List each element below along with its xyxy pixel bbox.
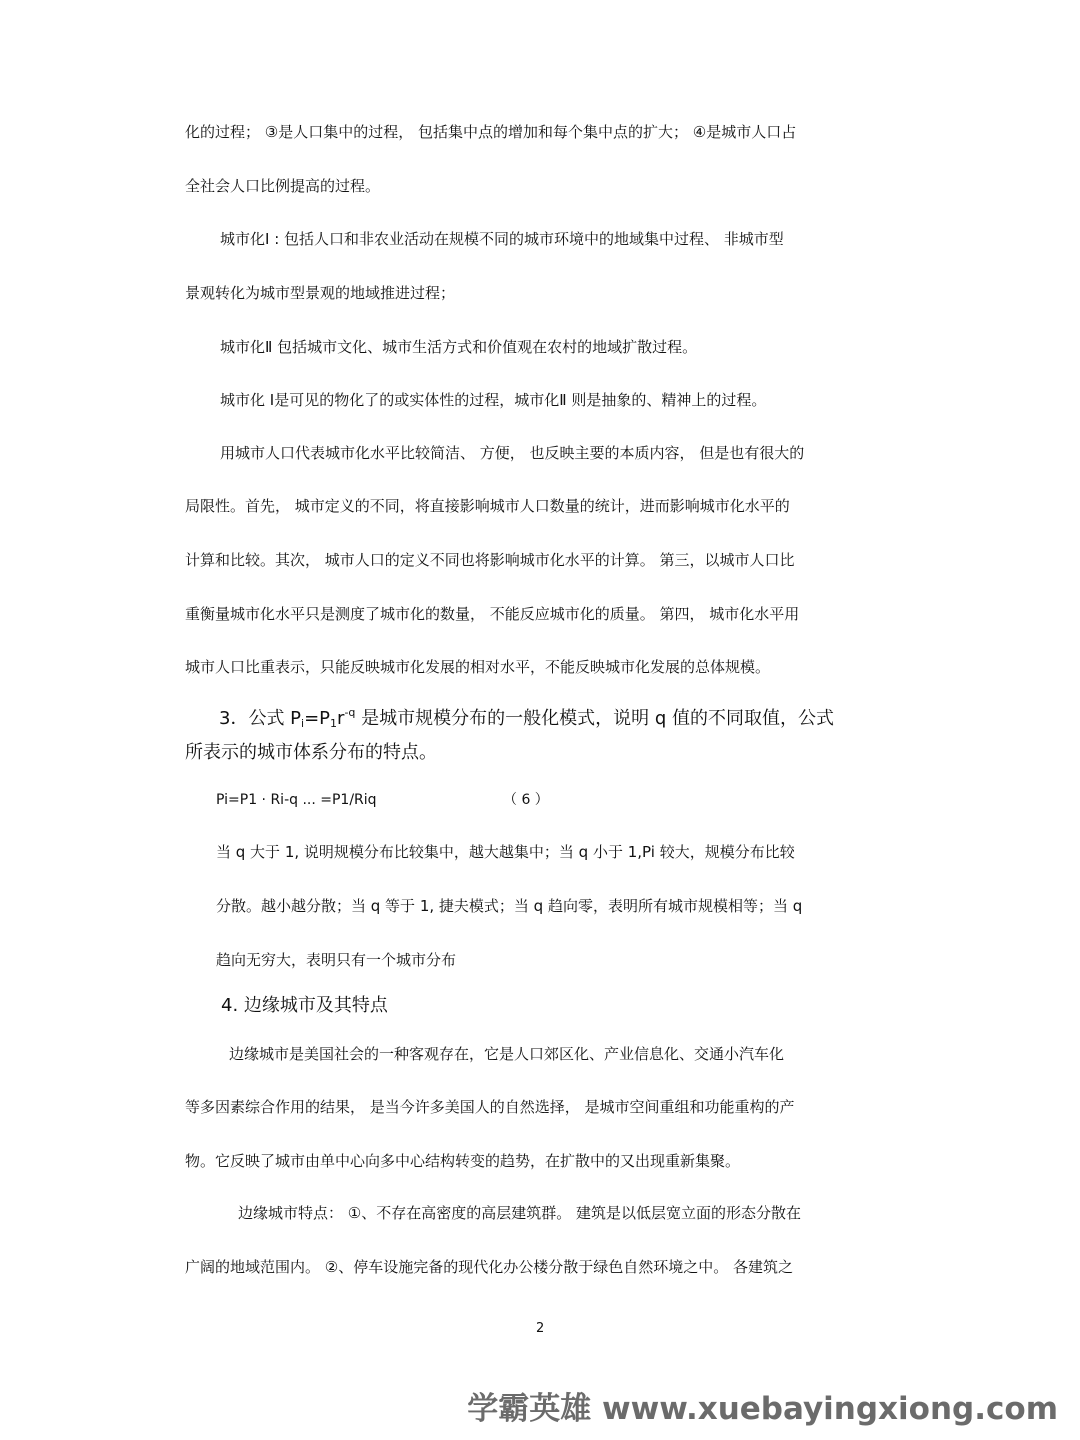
- text-line-6: 城市化 Ⅰ是可见的物化了的或实体性的过程，城市化Ⅱ 则是抽象的、精神上的过程。: [220, 391, 767, 409]
- text-line-9: 计算和比较。其次， 城市人口的定义不同也将影响城市化水平的计算。 第三，以城市人口比: [185, 551, 795, 569]
- text-line-3: 城市化Ⅰ : 包括人口和非农业活动在规模不同的城市环境中的地域集中过程、 非城市型: [220, 230, 784, 248]
- question-3-r: r: [337, 708, 345, 729]
- subscript-1: 1: [330, 717, 338, 730]
- question-3-lead: 3．公式 P: [219, 708, 302, 729]
- question-3-eq: =P: [304, 708, 331, 729]
- formula-number: （ 6 ）: [503, 792, 549, 808]
- question-3-line-2: 所表示的城市体系分布的特点。: [185, 742, 437, 763]
- answer-4-line-5: 广阔的地域范围内。 ②、停车设施完备的现代化办公楼分散于绿色自然环境之中。 各建筑之: [185, 1258, 793, 1276]
- answer-3-line-3: 趋向无穷大，表明只有一个城市分布: [216, 951, 457, 969]
- subscript-i: i: [301, 717, 305, 730]
- answer-3-line-1: 当 q 大于 1, 说明规模分布比较集中，越大越集中；当 q 小于 1,Pi 较大，规模分布比较: [216, 843, 795, 861]
- text-line-5: 城市化Ⅱ 包括城市文化、城市生活方式和价值观在农村的地域扩散过程。: [220, 338, 698, 356]
- text-line-2: 全社会人口比例提高的过程。: [185, 177, 381, 195]
- answer-4-line-4: 边缘城市特点： ①、不存在高密度的高层建筑群。 建筑是以低层宽立面的形态分散在: [238, 1204, 801, 1222]
- text-line-4: 景观转化为城市型景观的地域推进过程；: [185, 284, 456, 302]
- answer-4-line-3: 物。它反映了城市由单中心向多中心结构转变的趋势，在扩散中的又出现重新集聚。: [185, 1152, 741, 1170]
- text-line-11: 城市人口比重表示，只能反映城市化发展的相对水平，不能反映城市化发展的总体规模。: [185, 658, 771, 676]
- answer-3-line-2: 分散。越小越分散；当 q 等于 1, 捷夫模式；当 q 趋向零，表明所有城市规模相等；当 q: [216, 897, 803, 915]
- answer-4-line-1: 边缘城市是美国社会的一种客观存在，它是人口郊区化、产业信息化、交通小汽车化: [229, 1045, 785, 1063]
- watermark-text: 学霸英雄 www.xuebayingxiong.com: [467, 1391, 1058, 1427]
- formula-text: Pi=P1 · Ri-q ... =P1/Riq: [216, 792, 377, 808]
- page-number: 2: [536, 1321, 545, 1336]
- text-line-8: 局限性。首先， 城市定义的不同，将直接影响城市人口数量的统计，进而影响城市化水平的: [185, 497, 790, 515]
- text-line-1: 化的过程； ③是人口集中的过程， 包括集中点的增加和每个集中点的扩大； ④是城市人口占: [185, 123, 797, 141]
- heading-4: 4. 边缘城市及其特点: [221, 995, 388, 1016]
- superscript-q: -q: [344, 706, 356, 719]
- answer-4-line-2: 等多因素综合作用的结果， 是当今许多美国人的自然选择， 是城市空间重组和功能重构的产: [185, 1098, 795, 1116]
- question-3-line-1: [219, 701, 834, 736]
- question-3-rest: 是城市规模分布的一般化模式，说明 q 值的不同取值，公式: [355, 708, 834, 729]
- text-line-7: 用城市人口代表城市化水平比较简洁、 方便， 也反映主要的本质内容， 但是也有很大的: [220, 444, 805, 462]
- text-line-10: 重衡量城市化水平只是测度了城市化的数量， 不能反应城市化的质量。 第四， 城市化水平用: [185, 605, 800, 623]
